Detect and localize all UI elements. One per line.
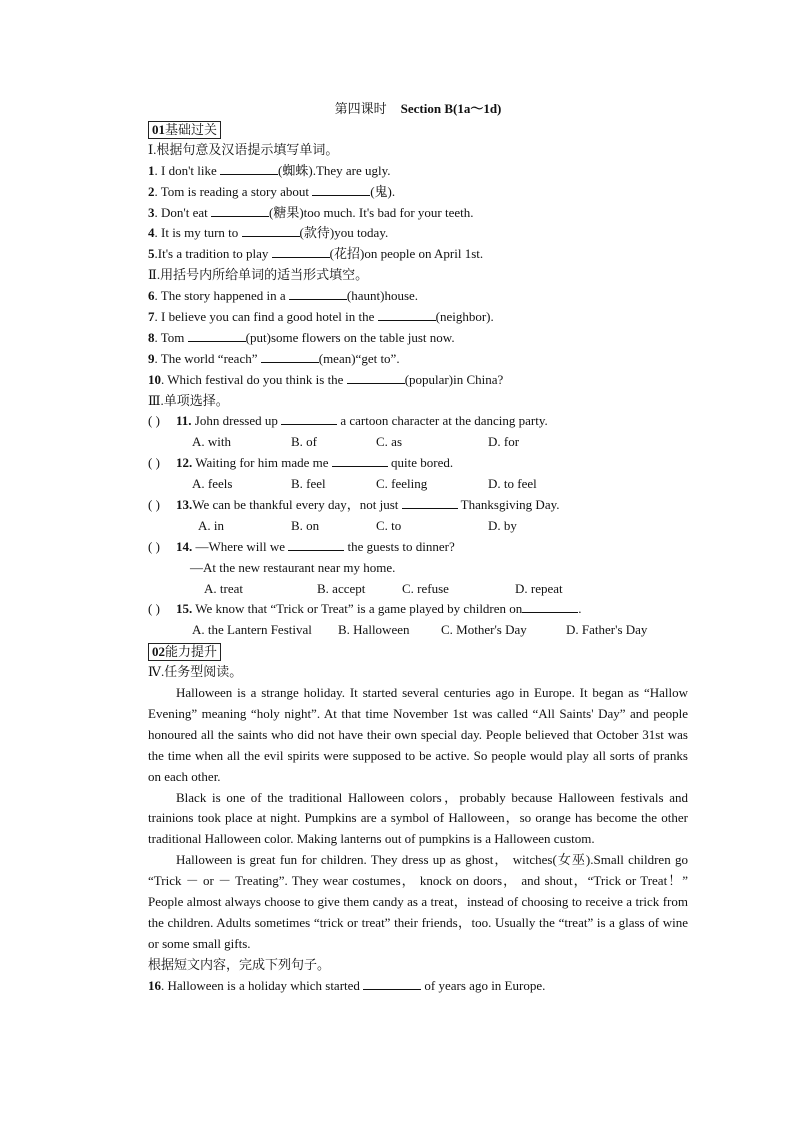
question-5: 5.It's a tradition to play (花招)on people on April 1st. — [148, 246, 484, 262]
mcq-13: ( ) 13.We can be thankful every day，not just Thanksgiving Day. A. in B. on C. to D. by — [148, 495, 688, 537]
option-a[interactable]: A. feels — [192, 476, 233, 492]
answer-blank[interactable] — [220, 162, 278, 175]
option-c[interactable]: C. refuse — [402, 580, 449, 596]
lesson-label: 第四课时 — [334, 101, 387, 116]
answer-blank[interactable] — [272, 245, 330, 258]
reading-paragraph-1: Halloween is a strange holiday. It started several centuries ago in Europe. It began as “Hallow Evening” meaning “holy night”. At that time November 1st was called “All Saints' Day” and people honoured all the saints who did not have their own special day. People believed that October 31st was the time when all the evil spirits were supposed to be active. So people would play all sorts of pranks on each other. — [148, 685, 688, 784]
question-16: 16. Halloween is a holiday which started of years ago in Europe. — [148, 977, 546, 993]
answer-paren[interactable]: ( ) — [148, 497, 160, 513]
option-b[interactable]: B. accept — [317, 580, 366, 596]
reading-paragraph-3: Halloween is great fun for children. They dress up as ghost， witches(女巫).Small children go “Trick － or － Treating”. They wear costumes， knock on doors， and shout，“Trick or Treat！” People almost always choose to give them candy as a treat，instead of choosing to receive a trick from the children. Adults sometimes “trick or treat” their friends，too. Usually the “treat” is a glass of wine or some small gifts. — [148, 852, 688, 951]
mcq-14-answer-line: —At the new restaurant near my home. — [190, 559, 396, 575]
question-4: 4. It is my turn to (款待)you today. — [148, 225, 389, 241]
options — [148, 579, 688, 600]
question-9: 9. The world “reach” (mean)“get to”. — [148, 350, 400, 366]
answer-blank[interactable] — [522, 600, 578, 613]
options — [148, 620, 688, 641]
section4-title: Ⅳ.任务型阅读。 — [148, 664, 243, 680]
question-3: 3. Don't eat (糖果)too much. It's bad for your teeth. — [148, 204, 474, 220]
answer-blank[interactable] — [242, 224, 300, 237]
option-d[interactable]: D. repeat — [515, 580, 563, 596]
option-b[interactable]: B. feel — [291, 476, 326, 492]
answer-blank[interactable] — [312, 183, 370, 196]
answer-paren[interactable]: ( ) — [148, 538, 160, 554]
option-c[interactable]: C. Mother's Day — [441, 622, 527, 638]
section-label: Section B(1a～1d) — [400, 101, 502, 116]
part1-header — [148, 119, 688, 140]
answer-blank[interactable] — [289, 287, 347, 300]
part1-text: 基础过关 — [165, 122, 218, 137]
options — [148, 432, 688, 453]
question-8: 8. Tom (put)some flowers on the table just now. — [148, 329, 455, 345]
option-a[interactable]: A. treat — [204, 580, 243, 596]
reading-paragraph-2: Black is one of the traditional Halloween colors，probably because Halloween festivals and trainions took place at night. Pumpkins are a symbol of Halloween，so orange has become the other traditional Halloween color. Making lanterns out of pumpkins is a Halloween custom. — [148, 789, 688, 847]
section3-title: Ⅲ.单项选择。 — [148, 392, 229, 408]
option-b[interactable]: B. on — [291, 517, 320, 533]
option-b[interactable]: B. Halloween — [338, 622, 410, 638]
section2-title: Ⅱ.用括号内所给单词的适当形式填空。 — [148, 267, 369, 283]
part1-label-box — [148, 121, 221, 139]
answer-blank[interactable] — [288, 538, 344, 551]
page-title — [148, 98, 688, 119]
option-b[interactable]: B. of — [291, 434, 317, 450]
answer-blank[interactable] — [347, 371, 405, 384]
option-d[interactable]: D. Father's Day — [566, 622, 648, 638]
options — [148, 516, 688, 537]
answer-blank[interactable] — [281, 412, 337, 425]
mcq-15: ( ) 15. We know that “Trick or Treat” is a game played by children on . A. the Lantern Festival B. Halloween C. Mother's Day D. Father's Day — [148, 599, 688, 641]
section1-title: Ⅰ.根据句意及汉语提示填写单词。 — [148, 141, 339, 157]
question-2: 2. Tom is reading a story about (鬼). — [148, 183, 396, 199]
answer-blank[interactable] — [211, 204, 269, 217]
mcq-12: ( ) 12. Waiting for him made me quite bored. A. feels B. feel C. feeling D. to feel — [148, 453, 688, 495]
answer-blank[interactable] — [261, 350, 319, 363]
answer-paren[interactable]: ( ) — [148, 455, 160, 471]
part2-text: 能力提升 — [165, 644, 218, 660]
worksheet-page — [148, 98, 688, 997]
option-d[interactable]: D. for — [488, 434, 520, 450]
answer-paren[interactable]: ( ) — [148, 601, 160, 617]
option-d[interactable]: D. by — [488, 517, 517, 533]
answer-blank[interactable] — [188, 329, 246, 342]
option-a[interactable]: A. in — [198, 517, 224, 533]
answer-paren[interactable]: ( ) — [148, 413, 160, 429]
part1-number: 01 — [152, 122, 165, 137]
option-d[interactable]: D. to feel — [488, 476, 537, 492]
options — [148, 474, 688, 495]
mcq-11: ( ) 11. John dressed up a cartoon character at the dancing party. A. with B. of C. as D. for — [148, 411, 688, 453]
reading-instruction: 根据短文内容，完成下列句子。 — [148, 956, 331, 972]
question-10: 10. Which festival do you think is the (popular)in China? — [148, 371, 504, 387]
option-c[interactable]: C. as — [376, 434, 402, 450]
part2-label-box — [148, 643, 221, 661]
option-c[interactable]: C. feeling — [376, 476, 428, 492]
answer-blank[interactable] — [378, 308, 436, 321]
answer-blank[interactable] — [332, 454, 388, 467]
option-a[interactable]: A. with — [192, 434, 231, 450]
question-7: 7. I believe you can find a good hotel in the (neighbor). — [148, 309, 494, 325]
mcq-14: ( ) 14. —Where will we the guests to dinner? —At the new restaurant near my home. A. treat B. accept C. refuse D. repeat — [148, 537, 688, 600]
answer-blank[interactable] — [402, 496, 458, 509]
part2-header — [148, 641, 688, 662]
answer-blank[interactable] — [363, 977, 421, 990]
option-c[interactable]: C. to — [376, 517, 402, 533]
question-1: 1. I don't like (蜘蛛).They are ugly. — [148, 162, 391, 178]
part2-number: 02 — [152, 644, 165, 660]
option-a[interactable]: A. the Lantern Festival — [192, 622, 312, 638]
question-6: 6. The story happened in a (haunt)house. — [148, 288, 419, 304]
